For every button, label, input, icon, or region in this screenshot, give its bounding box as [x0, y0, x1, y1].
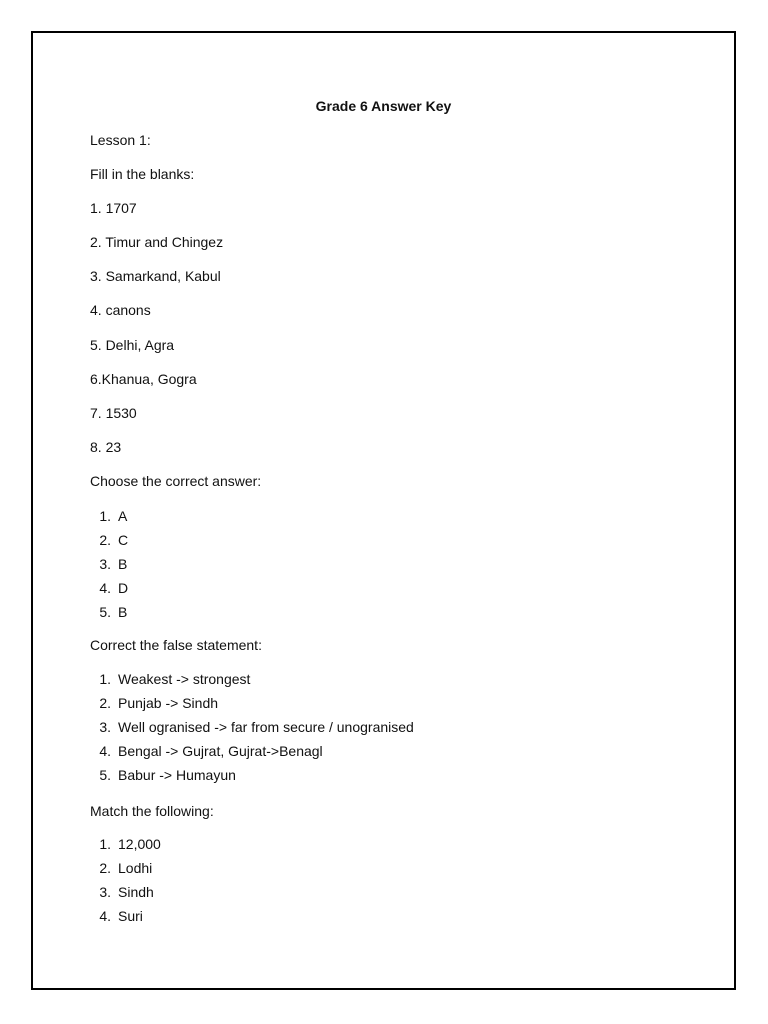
list-item — [90, 766, 414, 790]
match-heading: Match the following: — [90, 803, 214, 819]
list-item — [90, 670, 414, 694]
document-title: Grade 6 Answer Key — [315, 98, 452, 114]
list-number: 3. — [99, 884, 111, 900]
list-item — [90, 859, 161, 883]
list-number: 4. — [99, 908, 111, 924]
lesson-heading: Lesson 1: — [90, 132, 151, 148]
list-item — [90, 603, 128, 627]
list-number: 3. — [99, 556, 111, 572]
list-number: 4. — [99, 580, 111, 596]
list-item — [90, 507, 128, 531]
fill-item: 3. Samarkand, Kabul — [90, 268, 221, 284]
fill-item: 6.Khanua, Gogra — [90, 371, 197, 387]
list-number: 5. — [99, 604, 111, 620]
choose-answer-heading: Choose the correct answer: — [90, 473, 262, 489]
match-list — [90, 835, 161, 931]
list-text: Weakest -> strongest — [118, 671, 251, 687]
list-number: 2. — [99, 695, 111, 711]
list-text: C — [118, 532, 129, 548]
fill-item: 5. Delhi, Agra — [90, 337, 175, 353]
fill-item: 4. canons — [90, 302, 151, 318]
list-number: 5. — [99, 767, 111, 783]
fill-item: 7. 1530 — [90, 405, 137, 421]
list-item — [90, 835, 161, 859]
list-item — [90, 718, 414, 742]
list-text: A — [118, 508, 128, 524]
correct-false-heading: Correct the false statement: — [90, 637, 262, 653]
correct-false-list — [90, 670, 414, 790]
list-number: 2. — [99, 860, 111, 876]
list-item — [90, 579, 128, 603]
list-number: 4. — [99, 743, 111, 759]
list-number: 1. — [99, 671, 111, 687]
list-item — [90, 694, 414, 718]
document-page — [31, 31, 736, 990]
list-number: 1. — [99, 508, 111, 524]
list-text: Well ogranised -> far from secure / unogranised — [118, 719, 414, 735]
choose-answer-list — [90, 507, 128, 627]
list-text: Bengal -> Gujrat, Gujrat->Benagl — [118, 743, 323, 759]
list-text: 12,000 — [118, 836, 161, 852]
list-text: Lodhi — [118, 860, 153, 876]
list-item — [90, 555, 128, 579]
list-text: B — [118, 604, 128, 620]
list-text: Suri — [118, 908, 143, 924]
list-text: Sindh — [118, 884, 154, 900]
fill-item: 8. 23 — [90, 439, 122, 455]
list-item — [90, 883, 161, 907]
list-text: B — [118, 556, 128, 572]
list-text: Babur -> Humayun — [118, 767, 236, 783]
fill-item: 2. Timur and Chingez — [90, 234, 224, 250]
list-number: 1. — [99, 836, 111, 852]
fill-item: 1. 1707 — [90, 200, 137, 216]
list-text: Punjab -> Sindh — [118, 695, 219, 711]
fill-blanks-heading: Fill in the blanks: — [90, 166, 195, 182]
list-number: 2. — [99, 532, 111, 548]
list-item — [90, 742, 414, 766]
list-text: D — [118, 580, 129, 596]
list-item — [90, 531, 128, 555]
list-item — [90, 907, 161, 931]
list-number: 3. — [99, 719, 111, 735]
